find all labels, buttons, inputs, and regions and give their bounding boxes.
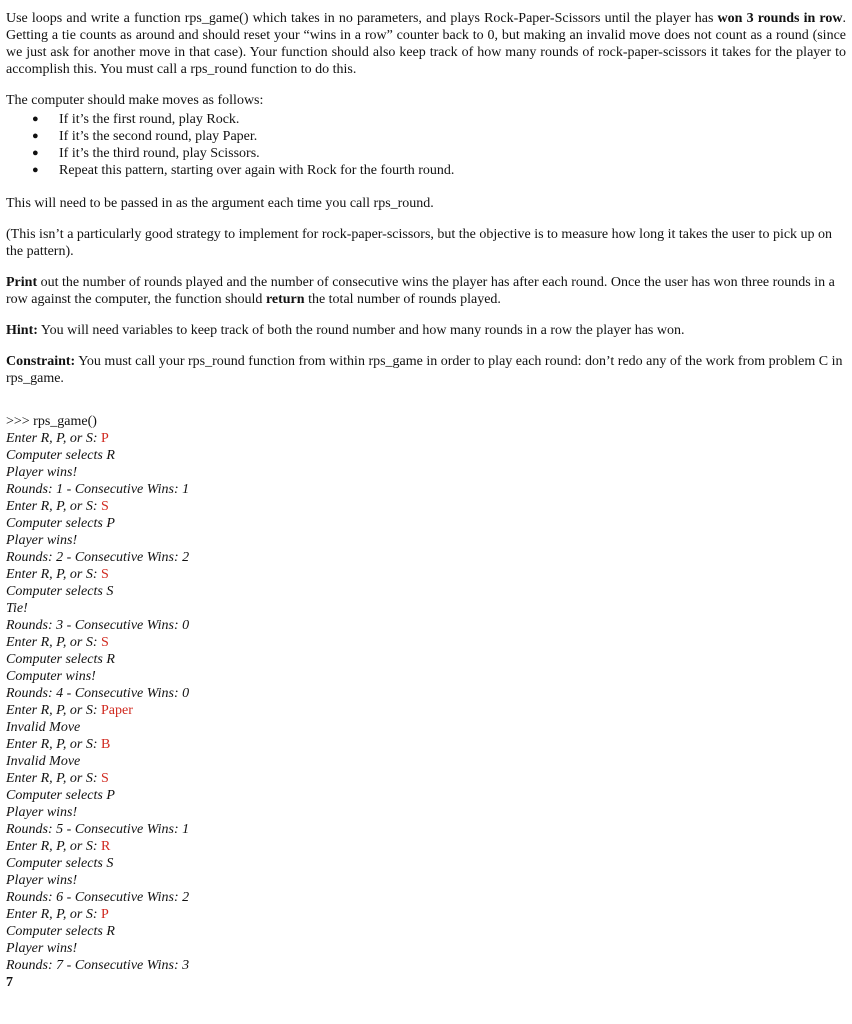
example-transcript (6, 413, 846, 991)
computer-move: Computer selects S (6, 856, 114, 871)
prompt-line: Enter R, P, or S: S (6, 635, 109, 650)
intro-bold: won 3 rounds in row (717, 11, 843, 26)
invalid-move: Invalid Move (6, 720, 81, 735)
round-summary: Rounds: 6 - Consecutive Wins: 2 (6, 890, 190, 905)
prompt-line: Enter R, P, or S: Paper (6, 703, 133, 718)
constraint-label: Constraint: (6, 354, 76, 369)
round-summary: Rounds: 4 - Consecutive Wins: 0 (6, 686, 190, 701)
round-result: Player wins! (6, 533, 78, 548)
strategy-note: (This isn’t a particularly good strategy to implement for rock-paper-scissors, but the objective is to measure how long it takes the user to pick up on the pattern). (6, 227, 833, 259)
user-input: S (101, 567, 109, 582)
intro-paragraph (6, 10, 846, 78)
hint-paragraph (6, 322, 846, 339)
prompt-line: Enter R, P, or S: S (6, 567, 109, 582)
return-bold: return (265, 292, 305, 307)
round-result: Computer wins! (6, 669, 96, 684)
prompt-line: Enter R, P, or S: R (6, 839, 111, 854)
round-summary: Rounds: 7 - Consecutive Wins: 3 (6, 958, 190, 973)
user-input: S (101, 771, 109, 786)
round-result: Tie! (6, 601, 28, 616)
computer-move: Computer selects P (6, 516, 115, 531)
prompt-line: Enter R, P, or S: P (6, 907, 109, 922)
return-value: 7 (6, 975, 13, 990)
user-input: S (101, 499, 109, 514)
constraint-paragraph (6, 353, 846, 387)
hint-text: You will need variables to keep track of both the round number and how many rounds in a row the player has won. (37, 323, 685, 338)
prompt-line: Enter R, P, or S: B (6, 737, 111, 752)
round-summary: Rounds: 2 - Consecutive Wins: 2 (6, 550, 190, 565)
user-input: P (101, 907, 109, 922)
round-result: Player wins! (6, 465, 78, 480)
computer-move: Computer selects S (6, 584, 114, 599)
print-paragraph (6, 274, 846, 308)
computer-move: Computer selects R (6, 448, 115, 463)
list-item: ● If it’s the first round, play Rock. (32, 111, 846, 128)
computer-move: Computer selects P (6, 788, 115, 803)
hint-label: Hint: (6, 323, 38, 338)
argument-note: This will need to be passed in as the argument each time you call rps_round. (6, 196, 434, 211)
computer-moves-list (6, 111, 846, 179)
user-input: S (101, 635, 109, 650)
round-result: Player wins! (6, 873, 78, 888)
round-summary: Rounds: 3 - Consecutive Wins: 0 (6, 618, 190, 633)
intro-lead: Use loops and write a function rps_game() which takes in no parameters, and plays Rock-Paper-Scissors until the player has (6, 11, 718, 26)
prompt-line: Enter R, P, or S: S (6, 499, 109, 514)
list-item: ● If it’s the second round, play Paper. (32, 128, 846, 145)
print-mid: out the number of rounds played and the number of consecutive wins the player has after each round. Once the user has won three rounds in a row against the computer, the function should (6, 275, 835, 307)
intro-rest: . Getting a tie counts as around and should reset your “wins in a row” counter back to 0, but making an invalid move does not count as a round (since we just ask for another move in that case). Your function should also keep track of how many rounds of rock-paper-scissors it takes for the player to accomplish this. You must call a rps_round function to do this. (6, 11, 846, 77)
user-input: R (101, 839, 111, 854)
invalid-move: Invalid Move (6, 754, 81, 769)
user-input: Paper (101, 703, 133, 718)
round-summary: Rounds: 5 - Consecutive Wins: 1 (6, 822, 190, 837)
user-input: B (101, 737, 111, 752)
print-bold: Print (6, 275, 38, 290)
constraint-text: You must call your rps_round function from within rps_game in order to play each round: don’t redo any of the work from problem C in rps_game. (6, 354, 843, 386)
computer-moves-lead: The computer should make moves as follows: (6, 93, 264, 108)
computer-move: Computer selects R (6, 652, 115, 667)
computer-move: Computer selects R (6, 924, 115, 939)
prompt-line: Enter R, P, or S: S (6, 771, 109, 786)
print-end: the total number of rounds played. (304, 292, 501, 307)
user-input: P (101, 431, 109, 446)
prompt-line: Enter R, P, or S: P (6, 431, 109, 446)
round-result: Player wins! (6, 941, 78, 956)
function-call: >>> rps_game() (6, 414, 97, 429)
round-result: Player wins! (6, 805, 78, 820)
list-item: ● Repeat this pattern, starting over again with Rock for the fourth round. (32, 162, 846, 179)
round-summary: Rounds: 1 - Consecutive Wins: 1 (6, 482, 190, 497)
list-item: ● If it’s the third round, play Scissors. (32, 145, 846, 162)
